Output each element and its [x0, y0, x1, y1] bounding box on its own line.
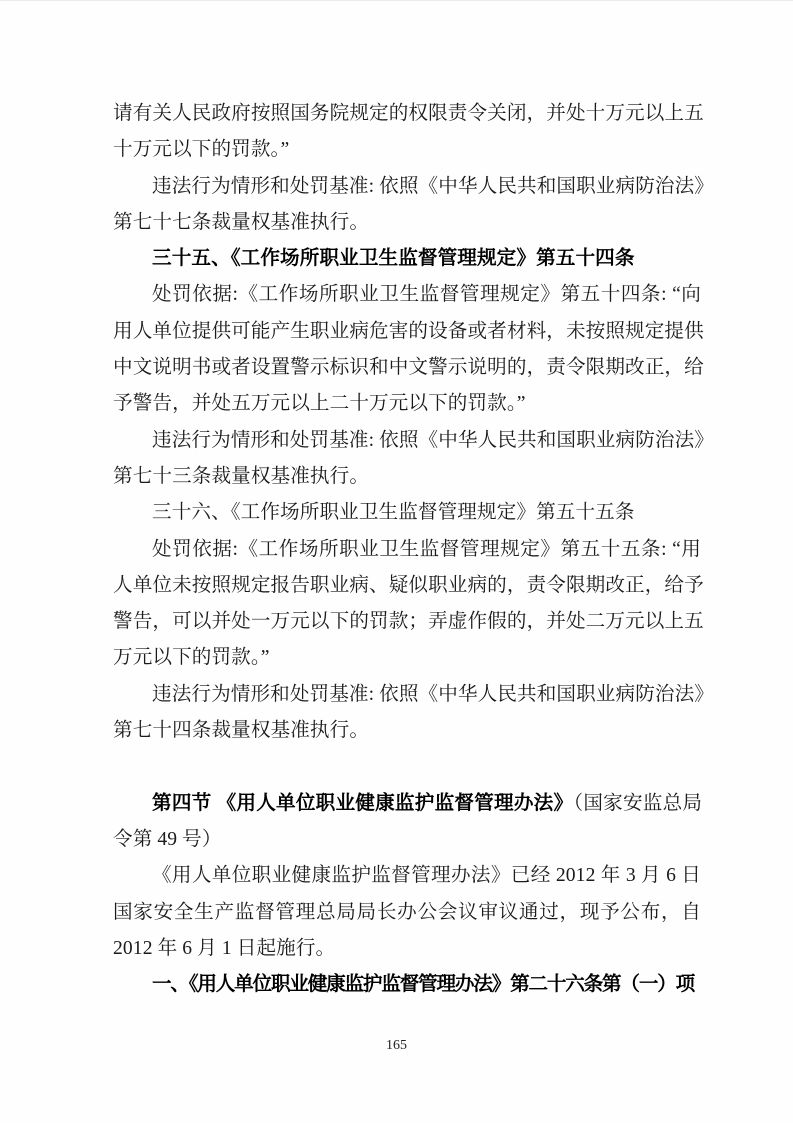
para-article-55-line-3: 警告，可以并处一万元以下的罚款；弄虚作假的，并处二万元以上五 — [113, 611, 704, 633]
heading-section-4-order-no: 令第 49 号） — [113, 828, 222, 850]
para-penalty-basis-77-line-1: 违法行为情形和处罚基准: 依照《中华人民共和国职业病防治法》 — [152, 175, 714, 197]
para-article-55-line-2: 人单位未按照规定报告职业病、疑似职业病的，责令限期改正，给予 — [113, 574, 704, 596]
para-penalty-basis-77-line-2: 第七十七条裁量权基准执行。 — [113, 211, 370, 233]
para-closure-fine-line-1: 请有关人民政府按照国务院规定的权限责令关闭，并处十万元以上五 — [113, 103, 704, 124]
para-penalty-basis-74-line-1: 违法行为情形和处罚基准: 依照《中华人民共和国职业病防治法》 — [152, 683, 714, 705]
para-promulgation-line-3: 2012 年 6 月 1 日起施行。 — [113, 937, 336, 959]
para-article-54-line-2: 用人单位提供可能产生职业病危害的设备或者材料，未按照规定提供 — [113, 320, 704, 342]
para-penalty-basis-73-line-2: 第七十三条裁量权基准执行。 — [113, 465, 370, 487]
para-article-54-line-3: 中文说明书或者设置警示标识和中文警示说明的，责令限期改正，给 — [113, 357, 704, 379]
para-promulgation-line-2: 国家安全生产监督管理总局局长办公会议审议通过，现予公布，自 — [113, 901, 701, 923]
para-penalty-basis-73-line-1: 违法行为情形和处罚基准: 依照《中华人民共和国职业病防治法》 — [152, 429, 714, 451]
para-penalty-basis-74-line-2: 第七十四条裁量权基准执行。 — [113, 720, 370, 742]
heading-section-4-title: 第四节 《用人单位职业健康监护监督管理办法》 — [152, 792, 574, 814]
para-article-55-line-4: 万元以下的罚款。” — [113, 647, 270, 669]
heading-item-35: 三十五、《工作场所职业卫生监督管理规定》第五十四条 — [152, 248, 635, 270]
para-article-54-line-1: 处罚依据:《工作场所职业卫生监督管理规定》第五十四条: “向 — [152, 284, 701, 306]
para-article-55-line-1: 处罚依据:《工作场所职业卫生监督管理规定》第五十五条: “用 — [152, 538, 701, 560]
heading-section-4-issuer: （国家安监总局 — [573, 792, 701, 814]
para-article-54-line-4: 予警告，并处五万元以上二十万元以下的罚款。” — [113, 393, 526, 415]
para-promulgation-line-1: 《用人单位职业健康监护监督管理办法》已经 2012 年 3 月 6 日 — [152, 865, 701, 887]
heading-section-4 — [113, 786, 701, 822]
blank-line — [113, 749, 701, 785]
heading-item-36: 三十六、《工作场所职业卫生监督管理规定》第五十五条 — [152, 502, 635, 524]
heading-item-1-article-26: 一、《用人单位职业健康监护监督管理办法》第二十六条第（一）项 — [152, 974, 695, 996]
para-closure-fine-line-2: 十万元以下的罚款。” — [113, 139, 290, 161]
page-number: 165 — [386, 1038, 407, 1053]
text-block — [113, 96, 714, 1003]
